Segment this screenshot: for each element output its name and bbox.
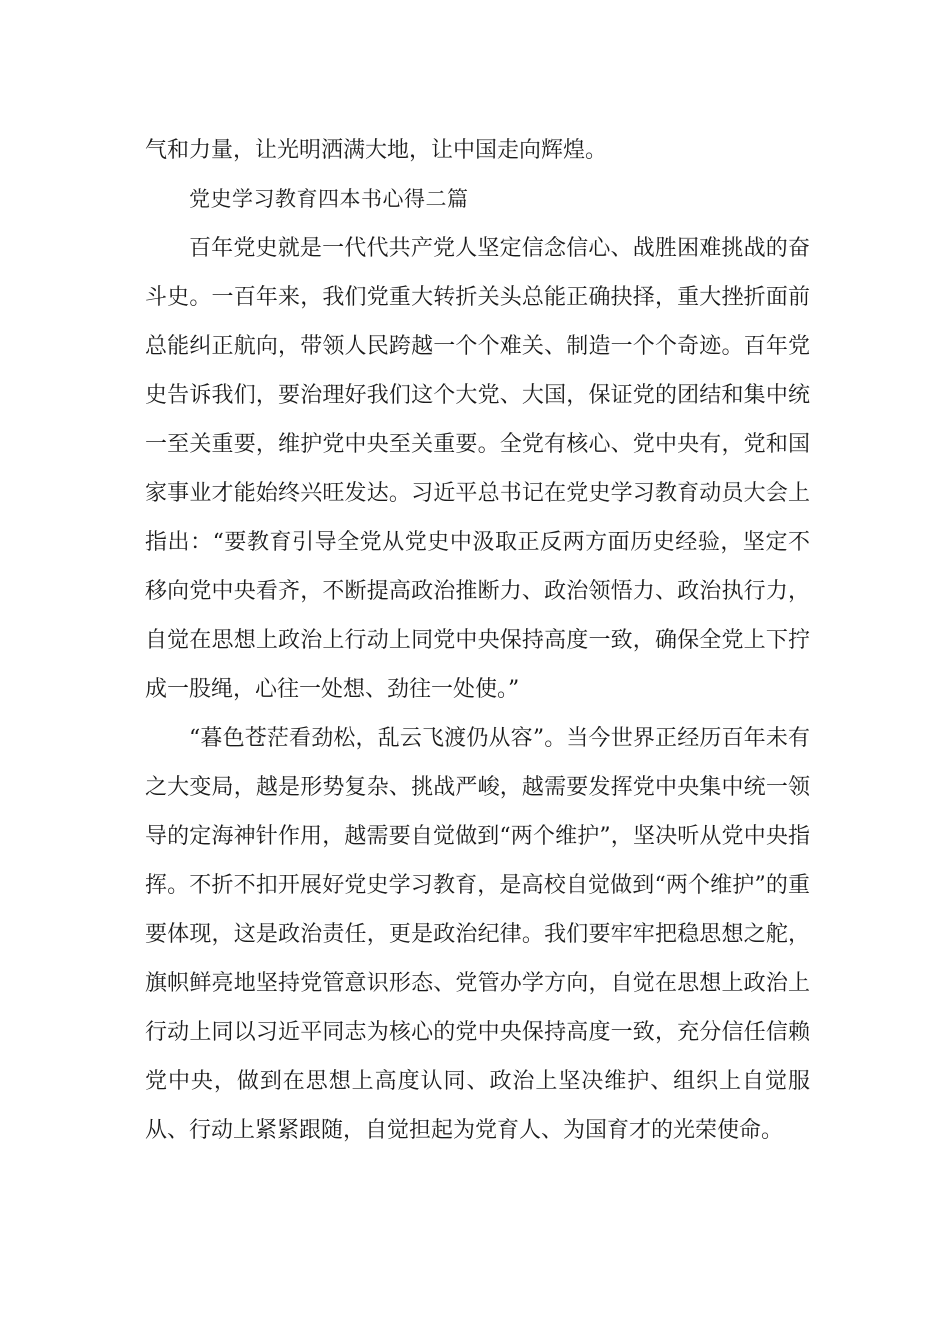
document-body: [145, 126, 810, 1155]
continuation-paragraph: 气和力量，让光明洒满大地，让中国走向辉煌。: [145, 138, 608, 163]
section-title: 党史学习教育四本书心得二篇: [189, 187, 469, 211]
body-paragraph-2: “暮色苍茫看劲松，乱云飞渡仍从容”。当今世界正经历百年未有之大变局，越是形势复杂、挑战严峻，越需要发挥党中央集中统一领导的定海神针作用，越需要自觉做到“两个维护”，坚决听从党中央指挥。不折不扣开展好党史学习教育，是高校自觉做到“两个维护”的重要体现，这是政治责任，更是政治纪律。我们要牢牢把稳思想之舵，旗帜鲜亮地坚持党管意识形态、党管办学方向，自觉在思想上政治上行动上同以习近平同志为核心的党中央保持高度一致，充分信任信赖党中央，做到在思想上高度认同、政治上坚决维护、组织上自觉服从、行动上紧紧跟随，自觉担起为党育人、为国育才的光荣使命。: [145, 726, 810, 1143]
body-paragraph-1: 百年党史就是一代代共产党人坚定信念信心、战胜困难挑战的奋斗史。一百年来，我们党重大转折关头总能正确抉择，重大挫折面前总能纠正航向，带领人民跨越一个个难关、制造一个个奇迹。百年党史告诉我们，要治理好我们这个大党、大国，保证党的团结和集中统一至关重要，维护党中央至关重要。全党有核心、党中央有，党和国家事业才能始终兴旺发达。习近平总书记在党史学习教育动员大会上指出：“要教育引导全党从党史中汲取正反两方面历史经验，坚定不移向党中央看齐，不断提高政治推断力、政治领悟力、政治执行力，自觉在思想上政治上行动上同党中央保持高度一致，确保全党上下拧成一股绳，心往一处想、劲往一处使。”: [145, 236, 810, 702]
